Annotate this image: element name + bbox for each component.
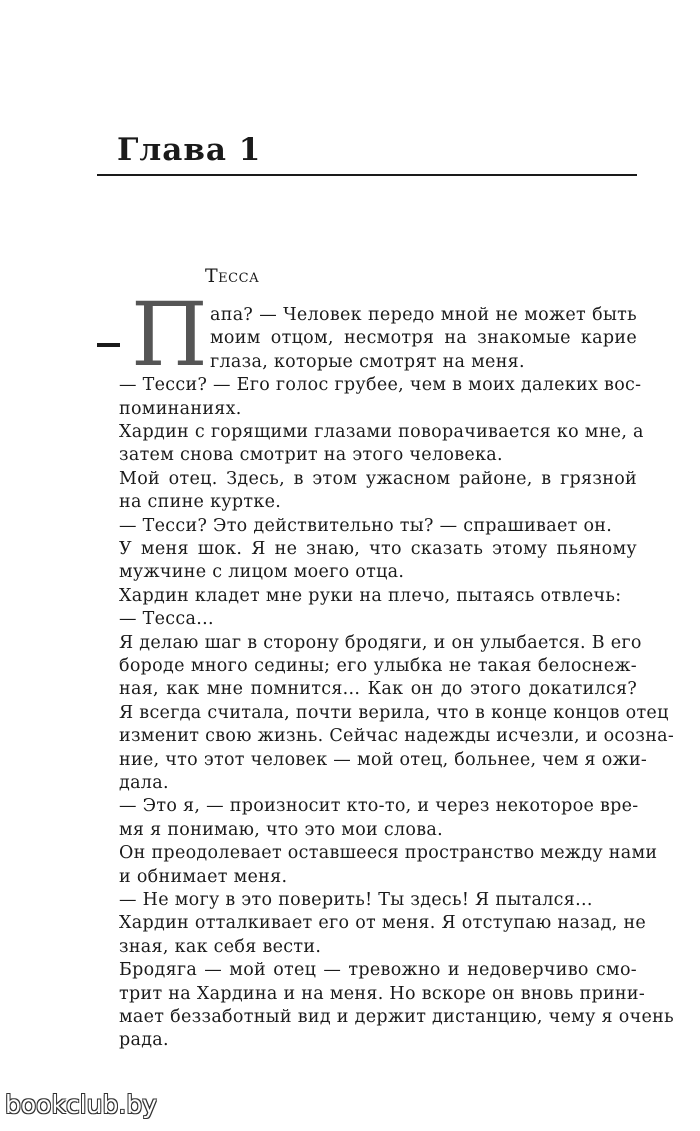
text-line: мужчине с лицом моего отца. <box>119 562 405 583</box>
text-line: — Тесси? — Его голос грубее, чем в моих далеких вос- <box>119 375 642 396</box>
text-line: трит на Хардина и на меня. Но вскоре он вновь прини- <box>119 983 646 1004</box>
text-line: рада. <box>119 1030 169 1051</box>
text-line: зная, как себя вести. <box>119 936 322 957</box>
text-line: Хардин с горящими глазами поворачивается ко мне, а <box>119 422 644 442</box>
text-line: бороде много седины; его улыбка не такая белоснеж- <box>119 656 637 676</box>
text-line: Я всегда считала, почти верила, что в конце концов отец <box>119 702 669 723</box>
chapter-title: Глава 1 <box>117 132 262 168</box>
text-line: затем снова смотрит на этого человека. <box>119 445 503 466</box>
text-line: Бродяга — мой отец — тревожно и недоверчиво смо- <box>119 960 637 981</box>
text-line: мает беззаботный вид и держит дистанцию, чему я очень <box>119 1007 674 1027</box>
text-line: — Это я, — произносит кто-то, и через некоторое вре- <box>119 796 639 817</box>
text-line: изменит свою жизнь. Сейчас надежды исчезли, и осозна- <box>119 726 675 747</box>
text-line: У меня шок. Я не знаю, что сказать этому пьяному <box>119 539 637 559</box>
text-line: Я делаю шаг в сторону бродяги, и он улыбается. В его <box>119 632 642 653</box>
text-line: — Тесси? Это действительно ты? — спрашивает он. <box>119 515 613 536</box>
text-line: моим отцом, несмотря на знакомые карие <box>210 328 637 349</box>
text-line: — Тесса... <box>119 609 214 630</box>
text-line: глаза, которые смотрят на меня. <box>210 351 525 372</box>
text-line: Он преодолевает оставшееся пространство между нами <box>119 843 658 864</box>
section-character-name: Тесса <box>205 265 260 287</box>
text-line: поминаниях. <box>119 398 242 419</box>
drop-cap-letter: П <box>131 283 208 386</box>
text-line: дала. <box>119 773 169 793</box>
text-line: апа? — Человек передо мной не может быть <box>210 305 637 325</box>
text-line: на спине куртке. <box>119 492 282 513</box>
text-line: и обнимает меня. <box>119 866 288 887</box>
text-line: ная, как мне помнится... Как он до этого докатился? <box>119 679 637 700</box>
text-line: Хардин отталкивает его от меня. Я отступаю назад, не <box>119 913 647 934</box>
text-line: ние, что этот человек — мой отец, больнее, чем я ожи- <box>119 749 648 770</box>
text-line: — Не могу в это поверить! Ты здесь! Я пытался... <box>119 890 593 910</box>
watermark-logo: bookclub.by <box>5 1090 157 1119</box>
text-line: Хардин кладет мне руки на плечо, пытаясь отвлечь: <box>119 585 622 606</box>
text-line: Мой отец. Здесь, в этом ужасном районе, в грязной <box>119 468 637 489</box>
text-line: мя я понимаю, что это мои слова. <box>119 819 443 840</box>
